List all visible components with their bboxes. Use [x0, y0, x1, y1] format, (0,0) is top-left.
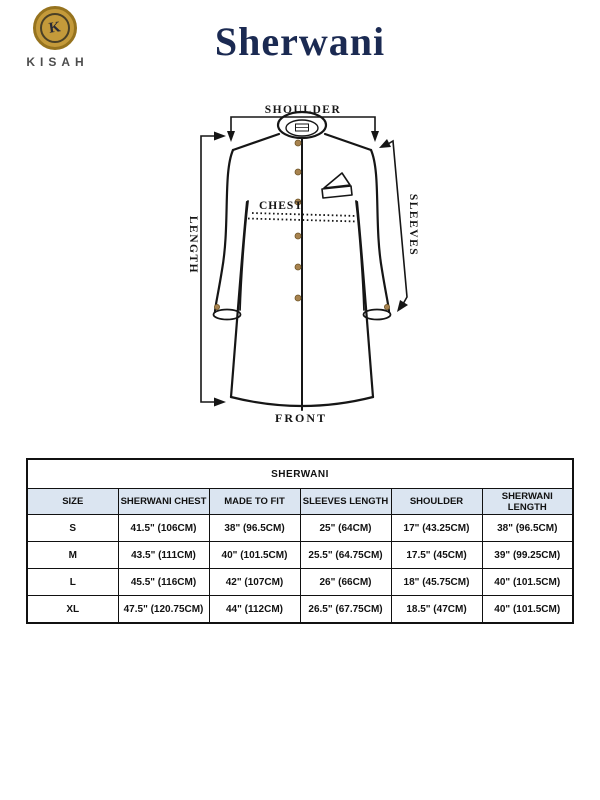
table-cell: 18.5" (47CM): [391, 596, 482, 624]
right-cuff-button: [384, 304, 389, 309]
table-cell: 40" (101.5CM): [482, 569, 573, 596]
brand-logo-letter: K: [48, 18, 62, 37]
table-row-m: [27, 542, 573, 569]
column-header-fit: MADE TO FIT: [209, 489, 300, 515]
column-header-chest: SHERWANI CHEST: [118, 489, 209, 515]
page-title: Sherwani: [214, 19, 386, 64]
column-header-size: SIZE: [27, 489, 118, 515]
sherwani-measurement-diagram: [140, 85, 470, 445]
table-cell: 42" (107CM): [209, 569, 300, 596]
table-cell: 40" (101.5CM): [209, 542, 300, 569]
table-cell: L: [27, 569, 118, 596]
sleeves-measure-arrow: [379, 139, 408, 312]
table-cell: 17" (43.25CM): [391, 515, 482, 542]
table-banner: SHERWANI: [27, 459, 573, 489]
table-cell: XL: [27, 596, 118, 624]
table-cell: 25" (64CM): [300, 515, 391, 542]
shoulder-label: SHOULDER: [264, 104, 342, 116]
table-banner-row: [27, 459, 573, 489]
left-cuff-button: [214, 304, 219, 309]
column-header-length: SHERWANI LENGTH: [482, 489, 573, 515]
table-cell: 45.5" (116CM): [118, 569, 209, 596]
pocket-square: [322, 173, 352, 198]
brand-name: KISAH: [26, 55, 89, 69]
table-cell: 26.5" (67.75CM): [300, 596, 391, 624]
table-header-row: [27, 489, 573, 515]
table-row-s: [27, 515, 573, 542]
table-cell: 38" (96.5CM): [482, 515, 573, 542]
table-cell: 43.5" (111CM): [118, 542, 209, 569]
garment-outline: [214, 112, 391, 410]
table-cell: M: [27, 542, 118, 569]
table-cell: 26" (66CM): [300, 569, 391, 596]
length-label: LENGTH: [187, 215, 199, 275]
table-row-l: [27, 569, 573, 596]
table-cell: 40" (101.5CM): [482, 596, 573, 624]
table-cell: 44" (112CM): [209, 596, 300, 624]
chest-label: CHEST: [259, 200, 303, 212]
table-cell: 25.5" (64.75CM): [300, 542, 391, 569]
table-cell: 18" (45.75CM): [391, 569, 482, 596]
column-header-shoulder: SHOULDER: [391, 489, 482, 515]
table-row-xl: [27, 596, 573, 624]
table-cell: 17.5" (45CM): [391, 542, 482, 569]
sleeves-label: SLEEVES: [407, 193, 419, 257]
table-cell: 47.5" (120.75CM): [118, 596, 209, 624]
table-cell: S: [27, 515, 118, 542]
table-cell: 38" (96.5CM): [209, 515, 300, 542]
table-cell: 41.5" (106CM): [118, 515, 209, 542]
size-chart-table: [26, 458, 574, 624]
column-header-sleeves: SLEEVES LENGTH: [300, 489, 391, 515]
front-label: FRONT: [275, 411, 327, 425]
table-cell: 39" (99.25CM): [482, 542, 573, 569]
